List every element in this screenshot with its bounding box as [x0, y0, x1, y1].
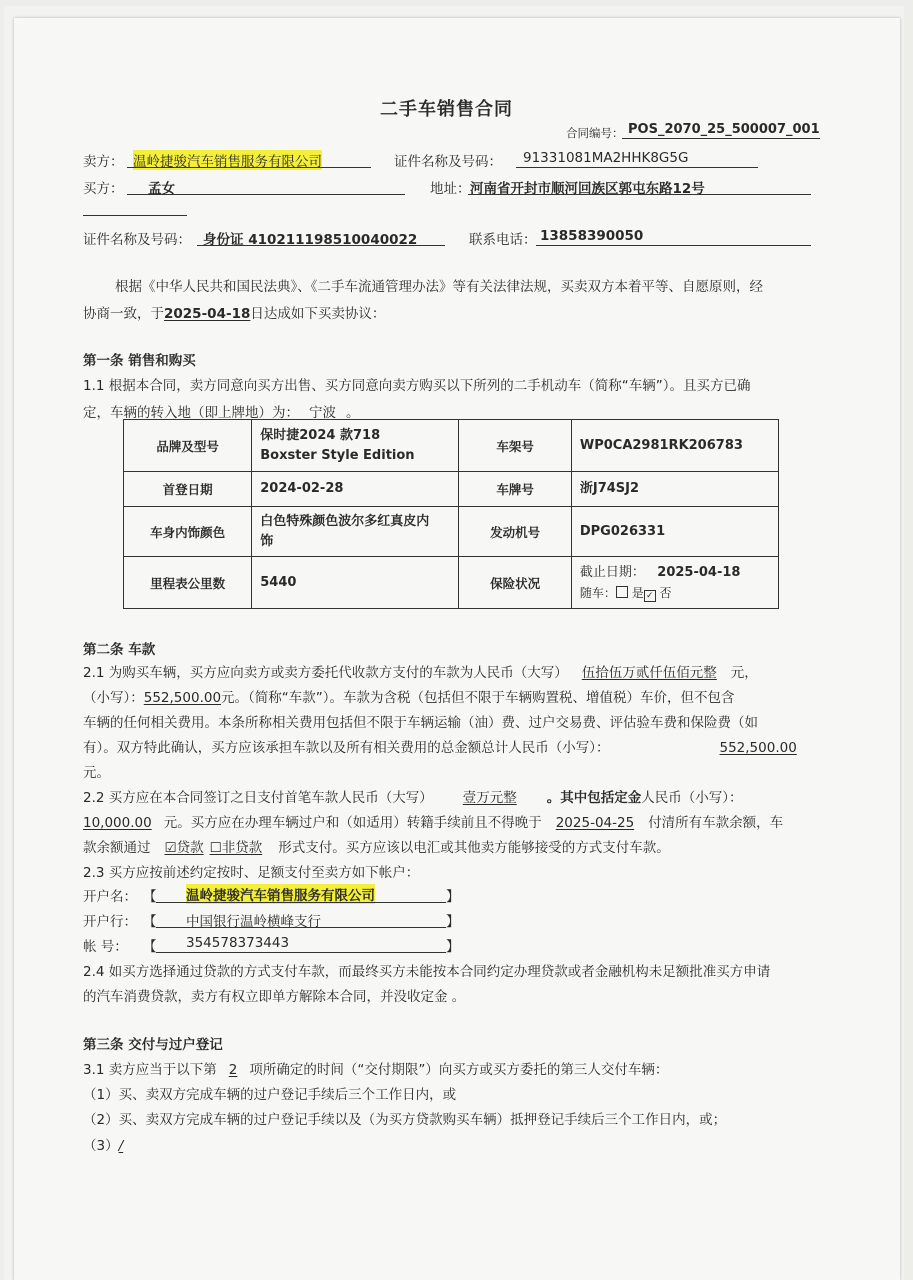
article-1-1-line-2: 定，车辆的转入地（即上牌地）为： 宁波 。	[83, 405, 360, 421]
seller-label: 卖方：	[83, 154, 124, 170]
seller-id-label: 证件名称及号码：	[394, 154, 502, 170]
engine-label: 发动机号	[459, 507, 571, 557]
article-2-4-line-1: 2.4 如买方选择通过贷款的方式支付车款，而最终买方未能按本合同约定办理贷款或者金融机构未足额批准买方申请	[83, 964, 771, 980]
seller-id: 91331081MA2HHK8G5G	[523, 150, 689, 166]
intro-line-2: 协商一致，于2025-04-18日达成如下买卖协议：	[83, 306, 386, 322]
account-no-label: 帐 号：	[83, 939, 128, 955]
yes-checkbox	[616, 586, 628, 598]
contract-no: POS_2070_25_500007_001	[628, 122, 820, 137]
buyer-id: 身份证 410211198510040022	[203, 232, 418, 248]
account-name-label: 开户名：	[83, 889, 137, 905]
article-2-1-line-3: 车辆的任何相关费用。本条所称相关费用包括但不限于车辆运输（油）费、过户交易费、评估验车费和保险费（如	[83, 715, 758, 731]
article-1-1-line-1: 1.1 根据本合同，卖方同意向买方出售、买方同意向卖方购买以下所列的二手机动车（简称“车辆”）。且买方已确	[83, 378, 751, 394]
phone: 13858390050	[540, 228, 644, 244]
delivery-option-1: （1）买、卖双方完成车辆的过户登记手续后三个工作日内，或	[83, 1087, 457, 1103]
buyer-label: 买方：	[83, 181, 124, 197]
article-2-2-line-1: 2.2 买方应在本合同签订之日支付首笔车款人民币（大写） 壹万元整 。其中包括定金人民币（小写）：	[83, 790, 743, 806]
account-bank: 中国银行温岭横峰支行	[186, 914, 321, 930]
intro-line-1: 根据《中华人民共和国民法典》、《二手车流通管理办法》等有关法律法规，买卖双方本着平等、自愿原则，经	[115, 279, 763, 295]
address: 河南省开封市顺河回族区郭屯东路12号	[470, 181, 705, 197]
article-2-4-line-2: 的汽车消费贷款，卖方有权立即单方解除本合同，并没收定金 。	[83, 989, 466, 1005]
vin-label: 车架号	[459, 420, 571, 472]
down-upper: 壹万元整	[462, 790, 517, 806]
plate-label: 车牌号	[459, 472, 571, 507]
article-2-2-line-3: 款余额通过 ☑贷款 ☐非贷款 形式支付。买方应该以电汇或其他卖方能够接受的方式支付车款。	[83, 840, 670, 856]
article-3-1: 3.1 卖方应当于以下第 2 项所确定的时间（“交付期限”）向买方或买方委托的第三人交付车辆：	[83, 1062, 669, 1078]
delivery-option-3-value: /	[118, 1138, 124, 1154]
address-label: 地址：	[430, 181, 471, 197]
delivery-item: 2	[228, 1062, 238, 1078]
mileage-value: 5440	[252, 557, 459, 609]
engine-value: DPG026331	[571, 507, 778, 557]
price-upper: 伍拾伍万贰仟伍佰元整	[581, 665, 717, 681]
article-2-3: 2.3 买方应按前述约定按时、足额支付至卖方如下帐户：	[83, 865, 420, 881]
account-bank-label: 开户行：	[83, 914, 137, 930]
delivery-option-2: （2）买、卖双方完成车辆的过户登记手续以及（为买方贷款购买车辆）抵押登记手续后三个工作日内，或；	[83, 1112, 727, 1128]
color-label: 车身内饰颜色	[124, 507, 252, 557]
buyer-name: 孟女	[148, 181, 175, 197]
insurance-value: 截止日期： 2025-04-18 随车： 是 ✓ 否	[571, 557, 778, 609]
article-2-title: 第二条 车款	[83, 642, 156, 658]
account-name: 温岭捷骏汽车销售服务有限公司	[186, 884, 375, 904]
article-3-title: 第三条 交付与过户登记	[83, 1037, 223, 1053]
price-lower: 552,500.00	[143, 690, 222, 706]
total-amount: 552,500.00	[719, 740, 797, 756]
article-2-1-line-2: （小写）：552,500.00元。（简称“车款”）。车款为含税（包括但不限于车辆购置税、增值税）车价，但不包含	[83, 690, 735, 706]
article-2-1-line-5: 元。	[83, 765, 110, 781]
intro-date: 2025-04-18	[164, 306, 251, 322]
insurance-label: 保险状况	[459, 557, 571, 609]
down-lower: 10,000.00	[83, 815, 152, 831]
color-value: 白色特殊颜色波尔多红真皮内 饰	[252, 507, 459, 557]
nonloan-option: ☐非贷款	[209, 840, 263, 856]
account-no: 354578373443	[186, 935, 290, 951]
transfer-city: 宁波	[309, 405, 336, 421]
pay-date: 2025-04-25	[555, 815, 635, 831]
vehicle-table	[123, 419, 779, 609]
plate-value: 浙J74SJ2	[571, 472, 778, 507]
article-2-1-line-1: 2.1 为购买车辆，买方应向卖方或卖方委托代收款方支付的车款为人民币（大写） 伍拾伍万贰仟伍佰元整 元，	[83, 665, 758, 681]
brand-value: 保时捷2024 款718 Boxster Style Edition	[252, 420, 459, 472]
contract-no-label: 合同编号：	[566, 126, 624, 140]
no-checkbox: ✓	[644, 590, 656, 602]
article-2-1-line-4: 有）。双方特此确认，买方应该承担车款以及所有相关费用的总金额总计人民币（小写）： 552,500.00	[83, 740, 797, 756]
page-title: 二手车销售合同	[380, 99, 513, 120]
reg-date-value: 2024-02-28	[252, 472, 459, 507]
buyer-id-label: 证件名称及号码：	[83, 232, 191, 248]
brand-label: 品牌及型号	[124, 420, 252, 472]
phone-label: 联系电话：	[469, 232, 537, 248]
article-2-2-line-2: 10,000.00 元。买方应在办理车辆过户和（如适用）转籍手续前且不得晚于 2025-04-25 付清所有车款余额，车	[83, 815, 784, 831]
mileage-label: 里程表公里数	[124, 557, 252, 609]
delivery-option-3: （3）/	[83, 1138, 124, 1154]
article-1-title: 第一条 销售和购买	[83, 353, 196, 369]
loan-option: ☑贷款	[164, 840, 204, 856]
seller-name: 温岭捷骏汽车销售服务有限公司	[133, 150, 322, 170]
vin-value: WP0CA2981RK206783	[571, 420, 778, 472]
reg-date-label: 首登日期	[124, 472, 252, 507]
